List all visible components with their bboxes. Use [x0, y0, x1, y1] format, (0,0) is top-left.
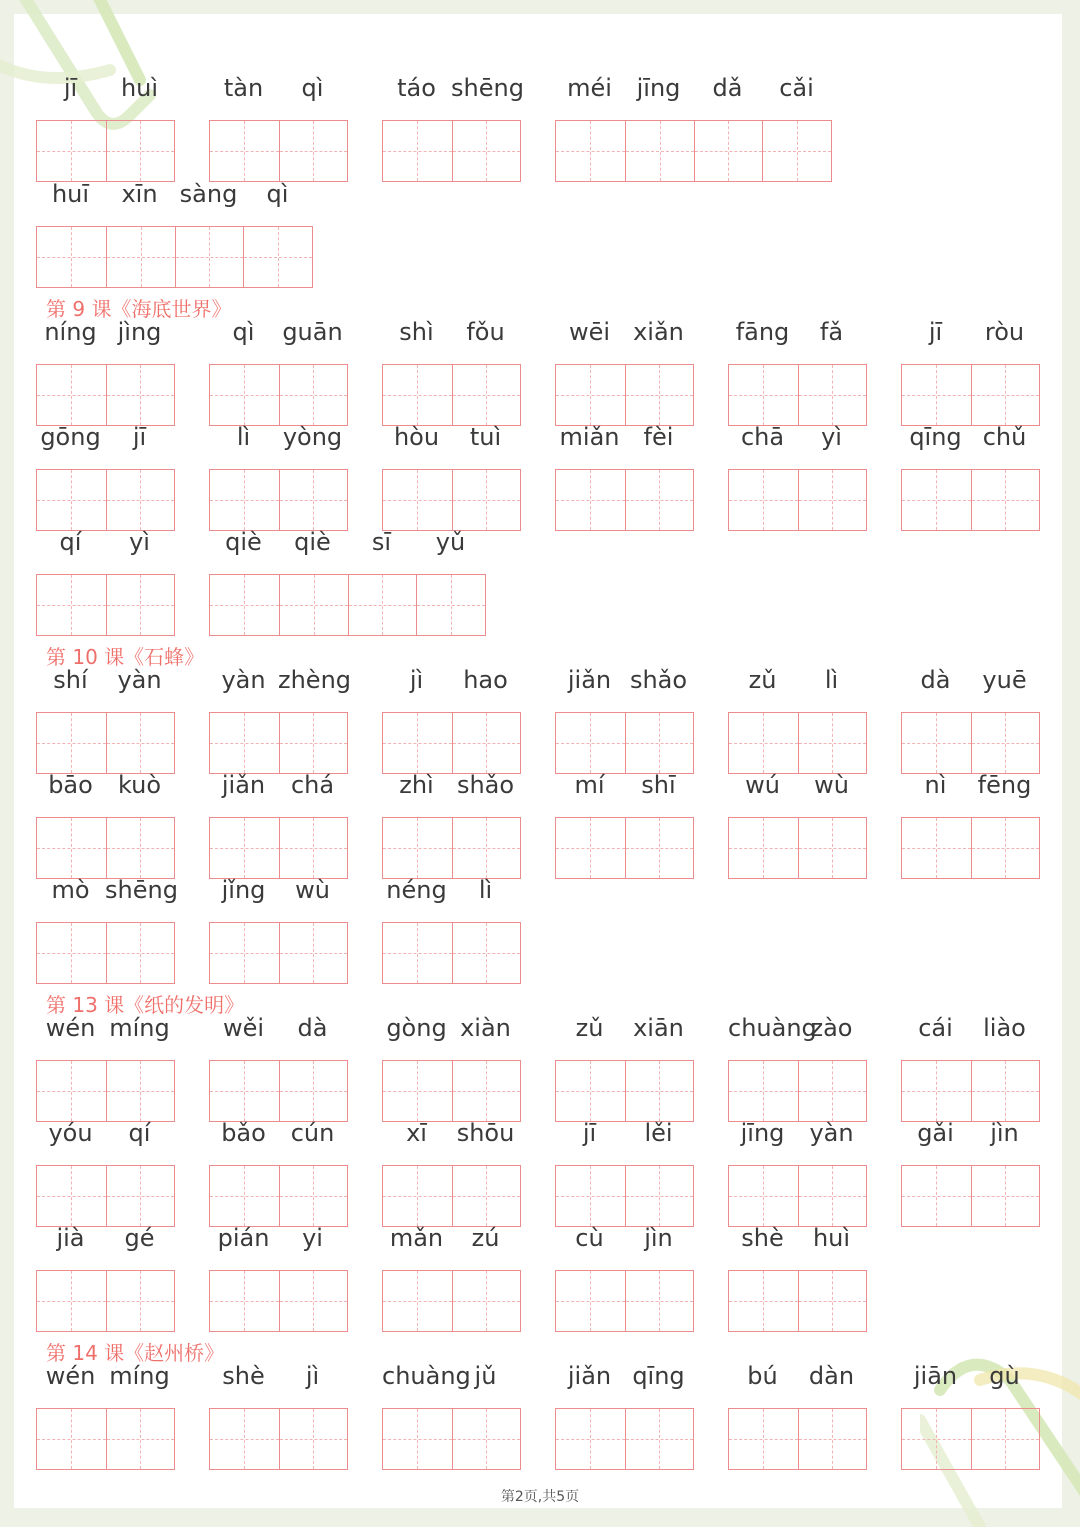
- tianzige-cell[interactable]: [37, 1409, 106, 1469]
- tianzige-cell[interactable]: [729, 818, 798, 878]
- pinyin-label: yuē: [982, 666, 1027, 694]
- tianzige-cell[interactable]: [243, 227, 312, 287]
- writing-grid: [36, 1408, 175, 1470]
- tianzige-cell[interactable]: [383, 713, 452, 773]
- pinyin-label: méi: [567, 74, 612, 102]
- writing-grid: [382, 120, 521, 182]
- pinyin-label: qīng: [632, 1362, 685, 1390]
- pinyin-label: sī: [371, 528, 392, 556]
- pinyin-label: shēng: [451, 74, 524, 102]
- tianzige-cell[interactable]: [971, 1409, 1040, 1469]
- word-entry: [728, 1224, 866, 1334]
- tianzige-cell[interactable]: [971, 470, 1040, 530]
- tianzige-cell[interactable]: [452, 1166, 521, 1226]
- tianzige-cell[interactable]: [383, 365, 452, 425]
- writing-grid: [209, 1408, 348, 1470]
- pinyin-label: jǐng: [221, 876, 266, 904]
- tianzige-cell[interactable]: [106, 365, 175, 425]
- writing-grid: [728, 1408, 867, 1470]
- tianzige-cell[interactable]: [798, 1166, 867, 1226]
- tianzige-cell[interactable]: [556, 1061, 625, 1121]
- pinyin-label: fǒu: [466, 318, 505, 346]
- lesson-title: 第 9 课《海底世界》: [46, 297, 232, 321]
- tianzige-cell[interactable]: [625, 1166, 694, 1226]
- tianzige-cell[interactable]: [452, 1271, 521, 1331]
- pinyin-label: tàn: [223, 74, 264, 102]
- tianzige-cell[interactable]: [37, 227, 106, 287]
- pinyin-label: shōu: [456, 1119, 515, 1147]
- word-entry: [209, 1224, 347, 1334]
- tianzige-cell[interactable]: [210, 575, 279, 635]
- word-entry: [901, 1362, 1039, 1472]
- tianzige-cell[interactable]: [383, 1271, 452, 1331]
- pinyin-label: táo: [397, 74, 436, 102]
- pinyin-label: jīng: [636, 74, 681, 102]
- pinyin-label: xiān: [633, 1014, 684, 1042]
- pinyin-label: zǔ: [575, 1014, 604, 1042]
- tianzige-cell[interactable]: [729, 1166, 798, 1226]
- tianzige-cell[interactable]: [210, 1271, 279, 1331]
- tianzige-cell[interactable]: [210, 365, 279, 425]
- tianzige-cell[interactable]: [210, 121, 279, 181]
- tianzige-cell[interactable]: [210, 1409, 279, 1469]
- pinyin-label: zǔ: [748, 666, 777, 694]
- tianzige-cell[interactable]: [729, 713, 798, 773]
- tianzige-cell[interactable]: [798, 1271, 867, 1331]
- tianzige-cell[interactable]: [452, 365, 521, 425]
- tianzige-cell[interactable]: [625, 1409, 694, 1469]
- pinyin-label: yǔ: [435, 528, 466, 556]
- tianzige-cell[interactable]: [106, 923, 175, 983]
- pinyin-label: wén: [45, 1014, 96, 1042]
- tianzige-cell[interactable]: [729, 1271, 798, 1331]
- tianzige-cell[interactable]: [37, 470, 106, 530]
- pinyin-label: shè: [222, 1362, 265, 1390]
- tianzige-cell[interactable]: [37, 575, 106, 635]
- pinyin-label: wén: [45, 1362, 96, 1390]
- pinyin-label: huì: [812, 1224, 851, 1252]
- tianzige-cell[interactable]: [37, 923, 106, 983]
- pinyin-label: zú: [471, 1224, 500, 1252]
- tianzige-cell[interactable]: [762, 121, 831, 181]
- pinyin-label: jī: [63, 74, 78, 102]
- pinyin-label: qí: [128, 1119, 151, 1147]
- writing-grid: [728, 469, 867, 531]
- word-entry: [36, 528, 174, 638]
- tianzige-cell[interactable]: [971, 1061, 1040, 1121]
- tianzige-cell[interactable]: [971, 713, 1040, 773]
- pinyin-label: tuì: [469, 423, 502, 451]
- word-entry: [382, 1362, 520, 1472]
- writing-grid: [382, 1408, 521, 1470]
- tianzige-cell[interactable]: [556, 365, 625, 425]
- pinyin-label: yàn: [221, 666, 266, 694]
- pinyin-label: shēng: [105, 876, 178, 904]
- writing-grid: [555, 120, 832, 182]
- tianzige-cell[interactable]: [383, 470, 452, 530]
- writing-grid: [36, 922, 175, 984]
- pinyin-label: shǎo: [629, 666, 688, 694]
- pinyin-label: wēi: [568, 318, 611, 346]
- pinyin-label: ròu: [984, 318, 1025, 346]
- tianzige-cell[interactable]: [625, 1061, 694, 1121]
- pinyin-label: dà: [920, 666, 951, 694]
- tianzige-cell[interactable]: [729, 1409, 798, 1469]
- pinyin-label: nì: [924, 771, 947, 799]
- tianzige-cell[interactable]: [971, 1166, 1040, 1226]
- pinyin-label: cù: [575, 1224, 604, 1252]
- tianzige-cell[interactable]: [279, 713, 348, 773]
- tianzige-cell[interactable]: [106, 470, 175, 530]
- tianzige-cell[interactable]: [625, 365, 694, 425]
- tianzige-cell[interactable]: [452, 470, 521, 530]
- writing-grid: [901, 817, 1040, 879]
- writing-grid: [209, 922, 348, 984]
- pinyin-label: bú: [747, 1362, 778, 1390]
- tianzige-cell[interactable]: [383, 1166, 452, 1226]
- tianzige-cell[interactable]: [416, 575, 485, 635]
- word-entry: [555, 1362, 693, 1472]
- pinyin-label: zhì: [399, 771, 434, 799]
- word-entry: [36, 1362, 174, 1472]
- pinyin-label: xiǎn: [633, 318, 684, 346]
- tianzige-cell[interactable]: [383, 923, 452, 983]
- tianzige-cell[interactable]: [971, 818, 1040, 878]
- pinyin-label: chá: [290, 771, 335, 799]
- tianzige-cell[interactable]: [452, 121, 521, 181]
- pinyin-label: hao: [463, 666, 508, 694]
- lesson-title: 第 13 课《纸的发明》: [46, 993, 245, 1017]
- pinyin-label: mí: [574, 771, 605, 799]
- tianzige-cell[interactable]: [902, 1166, 971, 1226]
- tianzige-cell[interactable]: [902, 1061, 971, 1121]
- pinyin-label: níng: [44, 318, 97, 346]
- pinyin-label: jiǎn: [567, 1362, 612, 1390]
- word-entry: [382, 876, 520, 986]
- tianzige-cell[interactable]: [452, 713, 521, 773]
- pinyin-label: liào: [983, 1014, 1026, 1042]
- tianzige-cell[interactable]: [106, 1166, 175, 1226]
- tianzige-cell[interactable]: [556, 713, 625, 773]
- pinyin-label: jì: [305, 1362, 320, 1390]
- pinyin-label: chā: [740, 423, 785, 451]
- writing-grid: [36, 574, 175, 636]
- pinyin-label: dǎ: [712, 74, 743, 102]
- pinyin-label: qiè: [294, 528, 331, 556]
- pinyin-label: yàn: [809, 1119, 854, 1147]
- tianzige-cell[interactable]: [383, 1409, 452, 1469]
- word-entry: [901, 771, 1039, 881]
- tianzige-cell[interactable]: [279, 575, 348, 635]
- tianzige-cell[interactable]: [729, 1061, 798, 1121]
- tianzige-cell[interactable]: [625, 470, 694, 530]
- pinyin-label: lì: [478, 876, 493, 904]
- tianzige-cell[interactable]: [902, 818, 971, 878]
- pinyin-label: fāng: [735, 318, 790, 346]
- pinyin-label: gù: [989, 1362, 1020, 1390]
- pinyin-label: yóu: [48, 1119, 93, 1147]
- tianzige-cell[interactable]: [452, 1061, 521, 1121]
- word-entry: [728, 1362, 866, 1472]
- tianzige-cell[interactable]: [279, 1166, 348, 1226]
- writing-grid: [728, 817, 867, 879]
- pinyin-label: gōng: [40, 423, 101, 451]
- tianzige-cell[interactable]: [556, 121, 625, 181]
- tianzige-cell[interactable]: [452, 923, 521, 983]
- tianzige-cell[interactable]: [625, 1271, 694, 1331]
- pinyin-label: mǎn: [389, 1224, 444, 1252]
- tianzige-cell[interactable]: [902, 1409, 971, 1469]
- pinyin-label: shī: [641, 771, 676, 799]
- pinyin-label: lì: [236, 423, 251, 451]
- pinyin-label: jì: [409, 666, 424, 694]
- tianzige-cell[interactable]: [383, 1061, 452, 1121]
- pinyin-label: jǔ: [474, 1362, 497, 1390]
- pinyin-label: cǎi: [779, 74, 814, 102]
- tianzige-cell[interactable]: [625, 713, 694, 773]
- pinyin-label: wú: [745, 771, 780, 799]
- tianzige-cell[interactable]: [556, 470, 625, 530]
- word-entry: [209, 528, 485, 638]
- pinyin-label: jìn: [990, 1119, 1019, 1147]
- tianzige-cell[interactable]: [902, 365, 971, 425]
- writing-grid: [36, 1270, 175, 1332]
- tianzige-cell[interactable]: [902, 713, 971, 773]
- word-entry: [382, 1224, 520, 1334]
- pinyin-label: huī: [51, 180, 90, 208]
- pinyin-label: shè: [741, 1224, 784, 1252]
- pinyin-label: xīn: [121, 180, 158, 208]
- writing-grid: [36, 120, 175, 182]
- pinyin-label: jìn: [644, 1224, 673, 1252]
- tianzige-cell[interactable]: [798, 713, 867, 773]
- tianzige-cell[interactable]: [729, 365, 798, 425]
- writing-grid: [209, 1270, 348, 1332]
- pinyin-label: lěi: [644, 1119, 673, 1147]
- pinyin-label: qì: [232, 318, 255, 346]
- pinyin-label: qì: [266, 180, 289, 208]
- lesson-title: 第 10 课《石蜂》: [46, 645, 205, 669]
- tianzige-cell[interactable]: [279, 365, 348, 425]
- pinyin-label: lì: [824, 666, 839, 694]
- word-entry: [36, 876, 178, 986]
- pinyin-label: yì: [821, 423, 842, 451]
- tianzige-cell[interactable]: [106, 713, 175, 773]
- page-number: 第2页,共5页: [500, 1489, 580, 1505]
- pinyin-label: qiè: [225, 528, 262, 556]
- tianzige-cell[interactable]: [348, 575, 417, 635]
- word-entry: [555, 771, 693, 881]
- tianzige-cell[interactable]: [106, 121, 175, 181]
- pinyin-label: yàn: [117, 666, 162, 694]
- writing-grid: [555, 1270, 694, 1332]
- word-entry: [36, 1224, 174, 1334]
- pinyin-label: wù: [295, 876, 330, 904]
- tianzige-cell[interactable]: [37, 818, 106, 878]
- tianzige-cell[interactable]: [383, 121, 452, 181]
- tianzige-cell[interactable]: [556, 1166, 625, 1226]
- tianzige-cell[interactable]: [798, 365, 867, 425]
- pinyin-label: gòng: [386, 1014, 447, 1042]
- pinyin-label: kuò: [117, 771, 162, 799]
- lesson-title: 第 14 课《赵州桥》: [46, 1341, 225, 1365]
- pinyin-label: gé: [124, 1224, 155, 1252]
- pinyin-label: chuàng: [382, 1362, 471, 1390]
- pinyin-label: jīng: [740, 1119, 785, 1147]
- tianzige-cell[interactable]: [694, 121, 763, 181]
- word-entry: [901, 1119, 1039, 1229]
- tianzige-cell[interactable]: [106, 1061, 175, 1121]
- tianzige-cell[interactable]: [37, 365, 106, 425]
- writing-grid: [382, 1270, 521, 1332]
- writing-grid: [728, 1270, 867, 1332]
- pinyin-label: chuàng: [728, 1014, 817, 1042]
- pinyin-label: shí: [53, 666, 88, 694]
- word-entry: [728, 771, 866, 881]
- tianzige-cell[interactable]: [383, 818, 452, 878]
- pinyin-label: yi: [302, 1224, 323, 1252]
- pinyin-label: zào: [810, 1014, 853, 1042]
- writing-grid: [209, 120, 348, 182]
- tianzige-cell[interactable]: [279, 1409, 348, 1469]
- pinyin-label: jī: [928, 318, 943, 346]
- writing-grid: [901, 1408, 1040, 1470]
- pinyin-label: fǎ: [819, 318, 844, 346]
- tianzige-cell[interactable]: [279, 121, 348, 181]
- pinyin-label: néng: [386, 876, 447, 904]
- pinyin-label: fēng: [977, 771, 1032, 799]
- tianzige-cell[interactable]: [106, 818, 175, 878]
- writing-grid: [555, 469, 694, 531]
- tianzige-cell[interactable]: [279, 818, 348, 878]
- tianzige-cell[interactable]: [279, 470, 348, 530]
- tianzige-cell[interactable]: [37, 1271, 106, 1331]
- word-entry: [382, 74, 524, 184]
- tianzige-cell[interactable]: [106, 1409, 175, 1469]
- pinyin-label: bǎo: [221, 1119, 266, 1147]
- pinyin-label: jiān: [913, 1362, 958, 1390]
- pinyin-label: jià: [56, 1224, 85, 1252]
- tianzige-cell[interactable]: [556, 1409, 625, 1469]
- pinyin-label: wù: [814, 771, 849, 799]
- pinyin-label: jìng: [117, 318, 162, 346]
- tianzige-cell[interactable]: [729, 470, 798, 530]
- pinyin-label: dà: [297, 1014, 328, 1042]
- pinyin-label: miǎn: [559, 423, 620, 451]
- tianzige-cell[interactable]: [556, 1271, 625, 1331]
- tianzige-cell[interactable]: [452, 1409, 521, 1469]
- pinyin-label: dàn: [808, 1362, 855, 1390]
- pinyin-label: zhèng: [278, 666, 352, 694]
- pinyin-label: guān: [282, 318, 343, 346]
- tianzige-cell[interactable]: [279, 923, 348, 983]
- tianzige-cell[interactable]: [37, 1166, 106, 1226]
- tianzige-cell[interactable]: [210, 818, 279, 878]
- tianzige-cell[interactable]: [798, 818, 867, 878]
- pinyin-label: xī: [406, 1119, 427, 1147]
- word-entry: [555, 74, 831, 184]
- tianzige-cell[interactable]: [971, 365, 1040, 425]
- tianzige-cell[interactable]: [625, 818, 694, 878]
- writing-grid: [901, 1165, 1040, 1227]
- tianzige-cell[interactable]: [175, 227, 244, 287]
- tianzige-cell[interactable]: [452, 818, 521, 878]
- writing-grid: [382, 922, 521, 984]
- word-entry: [555, 423, 693, 533]
- tianzige-cell[interactable]: [37, 1061, 106, 1121]
- pinyin-label: jiǎn: [221, 771, 266, 799]
- tianzige-cell[interactable]: [106, 227, 175, 287]
- pinyin-label: pián: [217, 1224, 270, 1252]
- word-entry: [209, 1362, 347, 1472]
- pinyin-label: jī: [132, 423, 147, 451]
- tianzige-cell[interactable]: [798, 1409, 867, 1469]
- pinyin-label: yòng: [282, 423, 343, 451]
- tianzige-cell[interactable]: [798, 470, 867, 530]
- tianzige-cell[interactable]: [106, 1271, 175, 1331]
- pinyin-label: qí: [59, 528, 82, 556]
- writing-grid: [209, 574, 486, 636]
- writing-grid: [555, 1408, 694, 1470]
- word-entry: [901, 423, 1039, 533]
- pinyin-label: jī: [582, 1119, 597, 1147]
- tianzige-cell[interactable]: [798, 1061, 867, 1121]
- pinyin-label: cún: [290, 1119, 335, 1147]
- pinyin-label: jiǎn: [567, 666, 612, 694]
- pinyin-label: yì: [129, 528, 150, 556]
- pinyin-label: bāo: [48, 771, 93, 799]
- word-entry: [209, 876, 347, 986]
- tianzige-cell[interactable]: [902, 470, 971, 530]
- pinyin-label: fèi: [643, 423, 674, 451]
- tianzige-cell[interactable]: [210, 1166, 279, 1226]
- word-entry: [36, 180, 312, 290]
- pinyin-label: mò: [51, 876, 90, 904]
- tianzige-cell[interactable]: [556, 818, 625, 878]
- pinyin-label: gǎi: [917, 1119, 954, 1147]
- writing-grid: [555, 817, 694, 879]
- pinyin-label: wěi: [222, 1014, 265, 1042]
- tianzige-cell[interactable]: [210, 713, 279, 773]
- tianzige-cell[interactable]: [37, 713, 106, 773]
- tianzige-cell[interactable]: [210, 923, 279, 983]
- pinyin-label: cái: [918, 1014, 953, 1042]
- tianzige-cell[interactable]: [279, 1061, 348, 1121]
- pinyin-label: qīng: [909, 423, 962, 451]
- tianzige-cell[interactable]: [279, 1271, 348, 1331]
- writing-grid: [901, 469, 1040, 531]
- pinyin-label: qì: [301, 74, 324, 102]
- tianzige-cell[interactable]: [625, 121, 694, 181]
- writing-grid: [36, 226, 313, 288]
- pinyin-label: shì: [399, 318, 434, 346]
- pinyin-label: míng: [109, 1362, 170, 1390]
- tianzige-cell[interactable]: [37, 121, 106, 181]
- tianzige-cell[interactable]: [106, 575, 175, 635]
- tianzige-cell[interactable]: [210, 1061, 279, 1121]
- pinyin-label: shǎo: [456, 771, 515, 799]
- pinyin-label: xiàn: [460, 1014, 511, 1042]
- pinyin-label: sàng: [179, 180, 238, 208]
- pinyin-label: huì: [120, 74, 159, 102]
- pinyin-label: hòu: [393, 423, 440, 451]
- tianzige-cell[interactable]: [210, 470, 279, 530]
- pinyin-label: míng: [109, 1014, 170, 1042]
- pinyin-label: chǔ: [982, 423, 1027, 451]
- word-entry: [728, 423, 866, 533]
- word-entry: [555, 1224, 693, 1334]
